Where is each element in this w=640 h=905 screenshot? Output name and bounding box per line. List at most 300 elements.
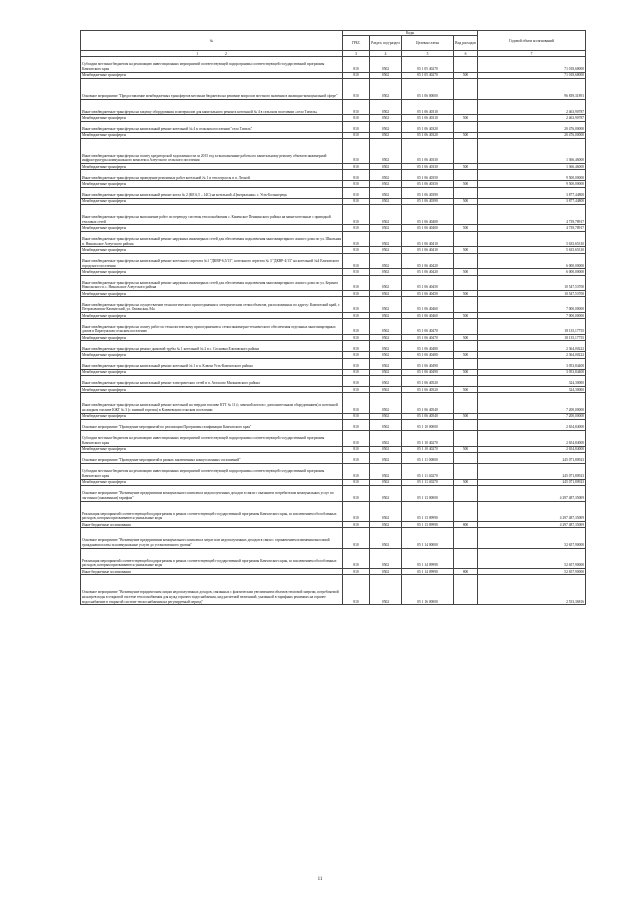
row-type-cell <box>454 231 478 247</box>
row-target-cell: 05 1 06 40310 <box>402 99 454 115</box>
row-name-cell: Межбюджетные трансферты <box>81 225 343 231</box>
row-type-cell <box>454 341 478 352</box>
index-cell: 1 2 <box>81 51 343 57</box>
row-target-cell: 05 1 06 40480 <box>402 341 454 352</box>
row-section-cell: 0502 <box>370 79 402 99</box>
row-type-cell <box>454 121 478 132</box>
row-amount-cell: 96 839,31891 <box>478 79 586 99</box>
row-amount-cell: 9 500,00000 <box>478 170 586 181</box>
row-name-cell: Межбюджетные трансферты <box>81 352 343 358</box>
row-type-cell <box>454 548 478 568</box>
row-target-cell: 05 1 06 40540 <box>402 393 454 413</box>
row-name-cell: Основное мероприятие "Возмещение юридическим лицам недополученных доходов, связанных с фактическим увеличением объемов тепловой энергии, потребляемой на нагрев воды в открытой системе теплоснабжения для нужд горячего водоснабжения, над расчетной величиной, указанной в тарифных решениях на горячее водоснабжение в открытой системе теплоснабжения на регулируемый период" <box>81 575 343 605</box>
row-grbs-cell: 810 <box>343 313 370 319</box>
row-grbs-cell: 810 <box>343 138 370 163</box>
row-amount-cell: 4 297 487,35009 <box>478 486 586 502</box>
row-section-cell: 0502 <box>370 387 402 393</box>
table-row <box>81 575 586 605</box>
row-grbs-cell: 810 <box>343 358 370 369</box>
row-target-cell: 05 1 06 40520 <box>402 387 454 393</box>
row-name-cell: Иные межбюджетные трансферты на оплату кредиторской задолженности за 2015 год за выполненные работы по капитальному ремонту объектов инженерной инфраструктуры коммунального комплекса Алеутского сельского поселения <box>81 138 343 163</box>
row-section-cell: 0502 <box>370 313 402 319</box>
row-amount-cell: 4 739,78917 <box>478 225 586 231</box>
row-name-cell: Межбюджетные трансферты <box>81 163 343 169</box>
row-name-cell: Межбюджетные трансферты <box>81 72 343 78</box>
row-type-cell <box>454 358 478 369</box>
row-amount-cell: 3 877,44800 <box>478 187 586 198</box>
row-name-cell: Иные межбюджетные трансферты на капитальный ремонт наружных инженерных сетей для обеспечения подключения многоквартирного жилого дома по ул. Школьная п. Никольское Алеутского района <box>81 231 343 247</box>
row-target-cell: 05 1 13 09990 <box>402 522 454 528</box>
row-section-cell: 0502 <box>370 121 402 132</box>
row-section-cell: 0502 <box>370 231 402 247</box>
row-section-cell: 0502 <box>370 393 402 413</box>
row-type-cell <box>454 453 478 464</box>
row-target-cell: 05 1 06 40470 <box>402 319 454 335</box>
row-target-cell: 05 1 06 40350 <box>402 181 454 187</box>
row-grbs-cell: 810 <box>343 187 370 198</box>
header-grbs: ГРБС <box>343 36 370 51</box>
row-section-cell: 0502 <box>370 319 402 335</box>
row-grbs-cell: 810 <box>343 376 370 387</box>
row-type-cell: 500 <box>454 181 478 187</box>
row-target-cell: 05 1 13 00000 <box>402 486 454 502</box>
row-name-cell: Реализация мероприятий соответствующей подпрограммы в рамках соответствующей государственной программы Камчатского края, за исключением обособленных расходов, которым присваиваются уникальные коды <box>81 501 343 521</box>
row-grbs-cell: 810 <box>343 247 370 253</box>
row-type-cell <box>454 528 478 548</box>
row-type-cell <box>454 420 478 431</box>
row-type-cell: 800 <box>454 569 478 575</box>
row-grbs-cell: 810 <box>343 431 370 447</box>
row-grbs-cell: 810 <box>343 181 370 187</box>
row-name-cell: Основное мероприятие "Проведение мероприятий по реализации Программы газификации Камчатского края" <box>81 420 343 431</box>
row-grbs-cell: 810 <box>343 72 370 78</box>
row-type-cell: 500 <box>454 163 478 169</box>
row-target-cell: 05 1 06 40400 <box>402 204 454 224</box>
row-amount-cell: 7 200,00000 <box>478 393 586 413</box>
row-section-cell: 0502 <box>370 548 402 568</box>
row-name-cell: Основное мероприятие "Возмещение предприятиям коммунального комплекса затрат или недополученных доходов в связи с ограничением изменения вносимой гражданами платы за коммунальные услуги до установленного уровня" <box>81 528 343 548</box>
budget-table <box>80 30 586 605</box>
row-grbs-cell: 810 <box>343 528 370 548</box>
table-row <box>81 297 586 313</box>
row-amount-cell: 10 547,53700 <box>478 291 586 297</box>
row-target-cell: 05 1 06 40480 <box>402 352 454 358</box>
row-type-cell <box>454 99 478 115</box>
row-name-cell: Иные межбюджетные трансферты на выполнение работ по переводу системы теплоснабжения с. Каменское Пенжинского района на мини-котельные с приводкой тепловых сетей <box>81 204 343 224</box>
row-amount-cell: 2 463,90787 <box>478 115 586 121</box>
row-target-cell: 05 1 06 40520 <box>402 376 454 387</box>
row-section-cell: 0502 <box>370 181 402 187</box>
table-row <box>81 231 586 247</box>
table-row <box>81 187 586 198</box>
row-section-cell: 0502 <box>370 115 402 121</box>
row-name-cell: Межбюджетные трансферты <box>81 313 343 319</box>
row-type-cell: 500 <box>454 72 478 78</box>
row-name-cell: Межбюджетные трансферты <box>81 269 343 275</box>
row-target-cell: 05 1 06 40470 <box>402 335 454 341</box>
row-name-cell: Иные межбюджетные трансферты на капитальный ремонт котельной № 4 в сельском поселении "село Тигиль" <box>81 121 343 132</box>
row-target-cell: 05 1 06 40330 <box>402 138 454 163</box>
row-grbs-cell: 810 <box>343 341 370 352</box>
row-name-cell: Межбюджетные трансферты <box>81 413 343 419</box>
row-amount-cell: 3 053,84400 <box>478 358 586 369</box>
row-grbs-cell: 810 <box>343 132 370 138</box>
row-amount-cell: 52 657,90000 <box>478 548 586 568</box>
row-section-cell: 0502 <box>370 132 402 138</box>
row-type-cell <box>454 575 478 605</box>
row-grbs-cell: 810 <box>343 170 370 181</box>
row-name-cell: Иные межбюджетные трансферты на капитальный ремонт котла № 2 (КЕ 6,5 – 14С) на котельной «Центральная» с. Усть-Большерецк <box>81 187 343 198</box>
row-amount-cell: 4 739,78917 <box>478 204 586 224</box>
row-grbs-cell: 810 <box>343 413 370 419</box>
row-target-cell: 05 1 11 40270 <box>402 479 454 485</box>
table-body <box>81 57 586 605</box>
row-section-cell: 0502 <box>370 431 402 447</box>
row-target-cell: 05 1 06 40460 <box>402 313 454 319</box>
row-type-cell <box>454 170 478 181</box>
row-section-cell: 0502 <box>370 187 402 198</box>
index-cell: 6 <box>454 51 478 57</box>
row-amount-cell: 2 364,00222 <box>478 341 586 352</box>
row-name-cell: Иные бюджетные ассигнования <box>81 569 343 575</box>
table-row <box>81 99 586 115</box>
row-section-cell: 0502 <box>370 291 402 297</box>
table-row <box>81 170 586 181</box>
table-row <box>81 57 586 73</box>
row-amount-cell: 2 463,90787 <box>478 99 586 115</box>
row-type-cell <box>454 138 478 163</box>
row-amount-cell: 1 366,46000 <box>478 163 586 169</box>
row-name-cell: Межбюджетные трансферты <box>81 115 343 121</box>
row-target-cell: 05 1 10 00000 <box>402 420 454 431</box>
row-section-cell: 0502 <box>370 413 402 419</box>
row-amount-cell: 5 635,65310 <box>478 247 586 253</box>
row-type-cell <box>454 297 478 313</box>
row-target-cell: 05 1 06 40420 <box>402 253 454 269</box>
row-name-cell: Реализация мероприятий соответствующей подпрограммы в рамках соответствующей государственной программы Камчатского края, за исключением обособленных расходов, которым присваиваются уникальные коды <box>81 548 343 568</box>
row-type-cell <box>454 253 478 269</box>
row-section-cell: 0502 <box>370 269 402 275</box>
row-name-cell: Иные межбюджетные трансферты на капитальный ремонт наружных инженерных сетей для обеспечения подключения многоквартирного жилого дома по ул. Беринга Никольского п.с. Никольское Алеутского района <box>81 275 343 291</box>
row-type-cell: 500 <box>454 198 478 204</box>
row-section-cell: 0502 <box>370 138 402 163</box>
row-grbs-cell: 810 <box>343 453 370 464</box>
row-section-cell: 0502 <box>370 275 402 291</box>
table-row <box>81 319 586 335</box>
row-target-cell: 05 1 13 09990 <box>402 501 454 521</box>
row-amount-cell: 7 000,00000 <box>478 313 586 319</box>
row-target-cell: 05 1 06 40450 <box>402 291 454 297</box>
row-section-cell: 0502 <box>370 170 402 181</box>
row-name-cell: Основное мероприятие "Проведение мероприятий в рамках заключенных концессионных соглашений" <box>81 453 343 464</box>
row-grbs-cell: 810 <box>343 319 370 335</box>
row-amount-cell: 7 200,00000 <box>478 413 586 419</box>
row-section-cell: 0502 <box>370 369 402 375</box>
row-section-cell: 0502 <box>370 528 402 548</box>
row-amount-cell: 7 000,00000 <box>478 297 586 313</box>
row-grbs-cell: 810 <box>343 269 370 275</box>
table-row <box>81 79 586 99</box>
table-row <box>81 453 586 464</box>
row-type-cell <box>454 275 478 291</box>
row-target-cell: 05 1 06 40320 <box>402 132 454 138</box>
row-name-cell: Межбюджетные трансферты <box>81 291 343 297</box>
table-row <box>81 341 586 352</box>
row-target-cell: 05 1 14 09990 <box>402 569 454 575</box>
row-name-cell: Межбюджетные трансферты <box>81 132 343 138</box>
row-type-cell <box>454 464 478 480</box>
row-name-cell: Иные межбюджетные трансферты на ремонт дымовой трубы № 1 котельной № 2 в с. Сосновка Елизовского района <box>81 341 343 352</box>
row-type-cell: 500 <box>454 335 478 341</box>
row-target-cell: 05 1 11 00000 <box>402 453 454 464</box>
row-amount-cell: 9 500,00000 <box>478 181 586 187</box>
row-section-cell: 0502 <box>370 464 402 480</box>
table-row <box>81 358 586 369</box>
row-section-cell: 0502 <box>370 198 402 204</box>
header-target: Целевая статья <box>402 36 454 51</box>
row-name-cell: Иные межбюджетные трансферты на капитальный ремонт электрических сетей в п. Атласово Мильковского района <box>81 376 343 387</box>
table-row <box>81 138 586 163</box>
table-row <box>81 253 586 269</box>
row-target-cell: 05 1 06 40490 <box>402 358 454 369</box>
row-name-cell: Субсидии местным бюджетам на реализацию инвестиционных мероприятий соответствующей подпрограммы соответствующей государственной программы Камчатского края <box>81 57 343 73</box>
row-section-cell: 0502 <box>370 522 402 528</box>
header-codes: Коды <box>343 31 478 36</box>
row-name-cell: Субсидии местным бюджетам на реализацию инвестиционных мероприятий соответствующей подпрограммы соответствующей государственной программы Камчатского края <box>81 464 343 480</box>
row-amount-cell: 4 297 487,35009 <box>478 501 586 521</box>
row-type-cell <box>454 501 478 521</box>
row-grbs-cell: 810 <box>343 420 370 431</box>
index-cell: 3 <box>343 51 370 57</box>
row-section-cell: 0502 <box>370 253 402 269</box>
row-amount-cell: 6 000,00000 <box>478 269 586 275</box>
row-amount-cell: 2 654,84000 <box>478 431 586 447</box>
budget-table-sheet <box>80 30 585 605</box>
row-grbs-cell: 810 <box>343 204 370 224</box>
row-type-cell: 500 <box>454 369 478 375</box>
row-target-cell: 05 1 06 40400 <box>402 225 454 231</box>
page-number: 11 <box>317 877 323 882</box>
row-target-cell: 05 1 06 40320 <box>402 121 454 132</box>
row-name-cell: Межбюджетные трансферты <box>81 479 343 485</box>
row-type-cell <box>454 57 478 73</box>
row-amount-cell: 2 533,36816 <box>478 575 586 605</box>
row-target-cell: 05 1 05 40270 <box>402 72 454 78</box>
row-amount-cell: 71 018,68000 <box>478 57 586 73</box>
row-section-cell: 0502 <box>370 358 402 369</box>
row-amount-cell: 2 364,00222 <box>478 352 586 358</box>
row-grbs-cell: 810 <box>343 57 370 73</box>
row-amount-cell: 20 476,00000 <box>478 121 586 132</box>
row-grbs-cell: 810 <box>343 501 370 521</box>
row-section-cell: 0502 <box>370 479 402 485</box>
row-target-cell: 05 1 06 40420 <box>402 269 454 275</box>
row-name-cell: Иные межбюджетные трансферты на закупку оборудования и материалов для капитального ремонта котельной № 4 в сельском поселении «село Тигиль» <box>81 99 343 115</box>
row-name-cell: Иные межбюджетные трансферты на осуществление технологического присоединения к электрическим сетям объектов, расположенных по адресу: Камчатский край, г. Петропавловск-Камчатский, ул. Океанская, 84а <box>81 297 343 313</box>
row-grbs-cell: 810 <box>343 79 370 99</box>
row-grbs-cell: 810 <box>343 225 370 231</box>
table-row <box>81 548 586 568</box>
row-type-cell: 500 <box>454 446 478 452</box>
row-type-cell: 500 <box>454 291 478 297</box>
row-section-cell: 0502 <box>370 446 402 452</box>
row-name-cell: Основное мероприятие "Предоставление межбюджетных трансфертов местным бюджетам на решение вопросов местного значения в жилищно-коммунальной сфере" <box>81 79 343 99</box>
row-name-cell: Иные межбюджетные трансферты на оплату работ по технологическому присоединению к сетям инженерно-технического обеспечения отдельных многоквартирных домов в Паратунском сельском поселении <box>81 319 343 335</box>
row-section-cell: 0502 <box>370 575 402 605</box>
row-name-cell: Межбюджетные трансферты <box>81 198 343 204</box>
row-grbs-cell: 810 <box>343 369 370 375</box>
table-row <box>81 528 586 548</box>
row-amount-cell: 18 135,17755 <box>478 319 586 335</box>
index-cell: 7 <box>478 51 586 57</box>
row-type-cell <box>454 204 478 224</box>
table-row <box>81 431 586 447</box>
header-number: № <box>81 31 343 51</box>
row-section-cell: 0502 <box>370 376 402 387</box>
row-target-cell: 05 1 11 40270 <box>402 464 454 480</box>
row-amount-cell: 6 000,00000 <box>478 253 586 269</box>
row-amount-cell: 245 071,80923 <box>478 464 586 480</box>
row-target-cell: 05 1 14 00000 <box>402 528 454 548</box>
row-type-cell <box>454 431 478 447</box>
row-amount-cell: 71 018,68000 <box>478 72 586 78</box>
table-header <box>81 31 586 57</box>
row-target-cell: 05 1 06 40490 <box>402 369 454 375</box>
row-grbs-cell: 810 <box>343 446 370 452</box>
header-section: Раздел, под-раздел <box>370 36 402 51</box>
row-name-cell: Иные межбюджетные трансферты на капитальный ремонт котельного агрегата №1 "ДКВР-6,5/13", котельного агрегата № 3 "ДКВР-4/13" на котельной №4 Елизовского городского поселения <box>81 253 343 269</box>
table-row <box>81 121 586 132</box>
row-grbs-cell: 810 <box>343 352 370 358</box>
row-name-cell: Иные межбюджетные трансферты на капитальный ремонт котельной на твердом топливе КТТ № 11 (с заменой котлов с дополнительным оборудованием) и котельной на жидком топливе КЖТ № 3 (с заменой горелок) в Ключевском сельском поселении <box>81 393 343 413</box>
row-section-cell: 0502 <box>370 501 402 521</box>
row-amount-cell: 20 476,00000 <box>478 132 586 138</box>
row-grbs-cell: 810 <box>343 569 370 575</box>
row-target-cell: 05 1 16 00000 <box>402 575 454 605</box>
table-row <box>81 464 586 480</box>
row-grbs-cell: 810 <box>343 121 370 132</box>
row-section-cell: 0502 <box>370 335 402 341</box>
row-section-cell: 0502 <box>370 99 402 115</box>
row-section-cell: 0502 <box>370 57 402 73</box>
row-amount-cell: 52 657,90000 <box>478 528 586 548</box>
table-row <box>81 376 586 387</box>
row-section-cell: 0502 <box>370 225 402 231</box>
row-name-cell: Межбюджетные трансферты <box>81 387 343 393</box>
row-grbs-cell: 810 <box>343 479 370 485</box>
row-name-cell: Иные бюджетные ассигнования <box>81 522 343 528</box>
row-grbs-cell: 810 <box>343 275 370 291</box>
header-volume: Годовой объем ассигнований <box>478 31 586 51</box>
row-target-cell: 05 1 14 09990 <box>402 548 454 568</box>
row-grbs-cell: 810 <box>343 231 370 247</box>
row-type-cell: 500 <box>454 115 478 121</box>
row-name-cell: Основное мероприятие "Возмещение предприятиям коммунального комплекса недополученных доходов в связи с оказанием потребителям коммунальных услуг по льготным (сниженным) тарифам" <box>81 486 343 502</box>
row-amount-cell: 52 657,90000 <box>478 569 586 575</box>
row-grbs-cell: 810 <box>343 335 370 341</box>
row-section-cell: 0502 <box>370 297 402 313</box>
row-type-cell: 500 <box>454 225 478 231</box>
row-type-cell <box>454 393 478 413</box>
row-grbs-cell: 810 <box>343 115 370 121</box>
table-row <box>81 204 586 224</box>
row-target-cell: 05 1 06 40310 <box>402 115 454 121</box>
row-type-cell <box>454 319 478 335</box>
row-name-cell: Межбюджетные трансферты <box>81 369 343 375</box>
row-grbs-cell: 810 <box>343 486 370 502</box>
row-grbs-cell: 810 <box>343 99 370 115</box>
row-name-cell: Иные межбюджетные трансферты на проведение ремонтных работ котельной № 1 и теплотрассы в п. Лесной <box>81 170 343 181</box>
row-type-cell <box>454 486 478 502</box>
row-section-cell: 0502 <box>370 352 402 358</box>
row-grbs-cell: 810 <box>343 464 370 480</box>
row-target-cell: 05 1 06 40390 <box>402 198 454 204</box>
row-name-cell: Иные межбюджетные трансферты на капитальный ремонт котельной № 1 в п. Ключи Усть-Камчатского района <box>81 358 343 369</box>
row-name-cell: Межбюджетные трансферты <box>81 446 343 452</box>
row-name-cell: Субсидии местным бюджетам на реализацию инвестиционных мероприятий соответствующей подпрограммы соответствующей государственной программы Камчатского края <box>81 431 343 447</box>
row-target-cell: 05 1 06 40410 <box>402 247 454 253</box>
row-grbs-cell: 810 <box>343 393 370 413</box>
row-target-cell: 05 1 06 40540 <box>402 413 454 419</box>
row-grbs-cell: 810 <box>343 548 370 568</box>
index-cell: 5 <box>402 51 454 57</box>
row-section-cell: 0502 <box>370 341 402 352</box>
header-expense-type: Вид расходов <box>454 36 478 51</box>
table-row <box>81 501 586 521</box>
row-amount-cell: 10 547,53700 <box>478 275 586 291</box>
row-target-cell: 05 1 06 40330 <box>402 163 454 169</box>
row-amount-cell: 5 635,65310 <box>478 231 586 247</box>
row-grbs-cell: 810 <box>343 291 370 297</box>
table-row <box>81 486 586 502</box>
row-section-cell: 0502 <box>370 247 402 253</box>
table-row <box>81 275 586 291</box>
row-type-cell: 500 <box>454 413 478 419</box>
row-section-cell: 0502 <box>370 72 402 78</box>
row-name-cell: Межбюджетные трансферты <box>81 181 343 187</box>
row-section-cell: 0502 <box>370 569 402 575</box>
row-target-cell: 05 1 06 40350 <box>402 170 454 181</box>
row-type-cell <box>454 376 478 387</box>
index-cell: 4 <box>370 51 402 57</box>
row-type-cell <box>454 187 478 198</box>
row-grbs-cell: 810 <box>343 297 370 313</box>
row-type-cell: 500 <box>454 132 478 138</box>
row-grbs-cell: 810 <box>343 387 370 393</box>
row-grbs-cell: 810 <box>343 575 370 605</box>
row-grbs-cell: 810 <box>343 198 370 204</box>
row-name-cell: Межбюджетные трансферты <box>81 247 343 253</box>
row-type-cell: 800 <box>454 522 478 528</box>
row-target-cell: 05 1 10 40270 <box>402 431 454 447</box>
row-section-cell: 0502 <box>370 163 402 169</box>
row-amount-cell: 245 071,80923 <box>478 453 586 464</box>
row-target-cell: 05 1 06 40390 <box>402 187 454 198</box>
row-target-cell: 05 1 05 40270 <box>402 57 454 73</box>
row-section-cell: 0502 <box>370 486 402 502</box>
row-grbs-cell: 810 <box>343 253 370 269</box>
row-type-cell: 500 <box>454 313 478 319</box>
row-amount-cell: 1 366,46000 <box>478 138 586 163</box>
row-amount-cell: 3 877,44800 <box>478 198 586 204</box>
row-type-cell: 500 <box>454 387 478 393</box>
row-type-cell: 500 <box>454 352 478 358</box>
row-type-cell <box>454 79 478 99</box>
row-amount-cell: 4 297 487,35009 <box>478 522 586 528</box>
row-amount-cell: 18 135,17755 <box>478 335 586 341</box>
table-row <box>81 420 586 431</box>
row-grbs-cell: 810 <box>343 163 370 169</box>
